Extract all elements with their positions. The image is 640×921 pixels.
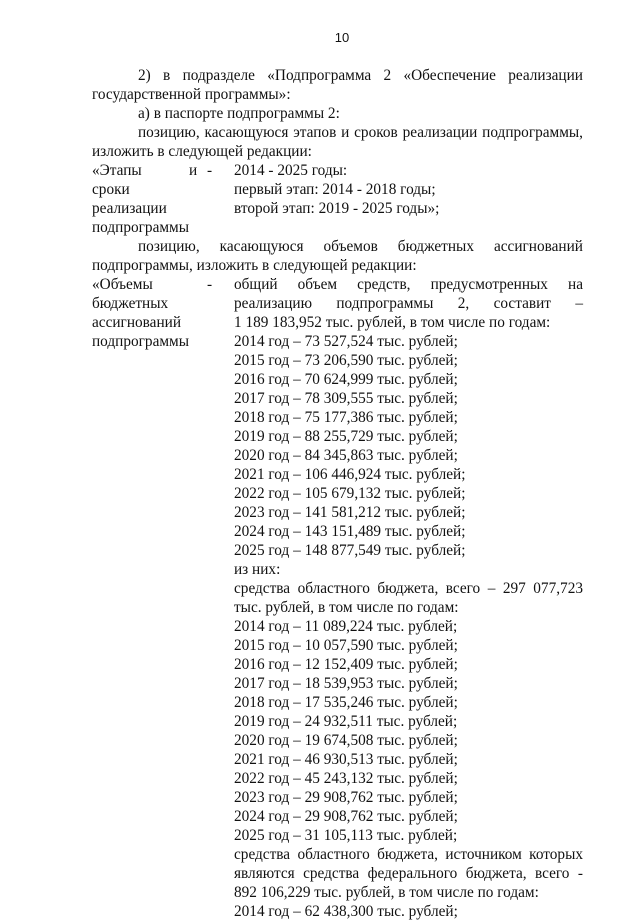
- stages-label-word: «Этапы: [92, 162, 142, 179]
- regional-year-row: 2022 год – 45 243,132 тыс. рублей;: [234, 770, 458, 787]
- intro-line-5: изложить в следующей редакции:: [92, 143, 312, 160]
- stages-label-conj: и: [189, 162, 198, 179]
- intro-line-1: 2) в подразделе «Подпрограмма 2 «Обеспечение реализации: [138, 67, 583, 84]
- regional-year-row: 2023 год – 29 908,762 тыс. рублей;: [234, 789, 458, 806]
- total-year-row: 2018 год – 75 177,386 тыс. рублей;: [234, 409, 458, 426]
- budget-intro-line-2: подпрограммы, изложить в следующей редакции:: [92, 257, 417, 274]
- total-year-row: 2025 год – 148 877,549 тыс. рублей;: [234, 542, 466, 559]
- budget-dash: -: [207, 276, 213, 293]
- regional-year-row: 2017 год – 18 539,953 тыс. рублей;: [234, 675, 458, 692]
- regional-year-row: 2021 год – 46 930,513 тыс. рублей;: [234, 751, 458, 768]
- regional-year-row: 2020 год – 19 674,508 тыс. рублей;: [234, 732, 458, 749]
- regional-line-2: тыс. рублей, в том числе по годам:: [234, 599, 459, 616]
- total-year-row: 2020 год – 84 345,863 тыс. рублей;: [234, 447, 458, 464]
- stages-dash: -: [207, 162, 213, 179]
- stages-label-4: подпрограммы: [92, 219, 190, 236]
- stages-value-2: первый этап: 2014 - 2018 годы;: [234, 181, 436, 198]
- budget-intro-line-1: позицию, касающуюся объемов бюджетных ассигнований: [138, 238, 583, 255]
- total-year-row: 2017 год – 78 309,555 тыс. рублей;: [234, 390, 458, 407]
- stages-value-3: второй этап: 2019 - 2025 годы»;: [234, 200, 440, 217]
- total-year-row: 2015 год – 73 206,590 тыс. рублей;: [234, 352, 458, 369]
- total-year-row: 2022 год – 105 679,132 тыс. рублей;: [234, 485, 466, 502]
- of-them-label: из них:: [234, 561, 281, 578]
- intro-line-3: а) в паспорте подпрограммы 2:: [138, 105, 340, 122]
- total-year-row: 2024 год – 143 151,489 тыс. рублей;: [234, 523, 466, 540]
- stages-label-2: сроки: [92, 181, 130, 198]
- regional-year-row: 2019 год – 24 932,511 тыс. рублей;: [234, 713, 458, 730]
- regional-year-row: 2025 год – 31 105,113 тыс. рублей;: [234, 827, 458, 844]
- budget-label-3: ассигнований: [92, 314, 182, 331]
- regional-year-row: 2018 год – 17 535,246 тыс. рублей;: [234, 694, 458, 711]
- budget-label-1: «Объемы: [92, 276, 153, 293]
- total-year-row: 2016 год – 70 624,999 тыс. рублей;: [234, 371, 458, 388]
- budget-total-line-2: реализацию подпрограммы 2, составит –: [234, 295, 583, 312]
- total-year-row: 2023 год – 141 581,212 тыс. рублей;: [234, 504, 466, 521]
- budget-total-line-3: 1 189 183,952 тыс. рублей, в том числе по годам:: [234, 314, 551, 331]
- regional-year-row: 2024 год – 29 908,762 тыс. рублей;: [234, 808, 458, 825]
- budget-label-2: бюджетных: [92, 295, 169, 312]
- budget-total-line-1: общий объем средств, предусмотренных на: [234, 276, 583, 293]
- stages-value-1: 2014 - 2025 годы:: [234, 162, 348, 179]
- page-number: 10: [334, 30, 350, 45]
- regional-line-1: средства областного бюджета, всего – 297 077,723: [234, 580, 583, 597]
- intro-line-4: позицию, касающуюся этапов и сроков реализации подпрограммы,: [138, 124, 583, 141]
- federal-line-1: средства областного бюджета, источником которых: [234, 846, 583, 863]
- regional-year-row: 2015 год – 10 057,590 тыс. рублей;: [234, 637, 458, 654]
- regional-year-row: 2016 год – 12 152,409 тыс. рублей;: [234, 656, 458, 673]
- stages-label-3: реализации: [92, 200, 167, 217]
- intro-line-2: государственной программы»:: [92, 86, 291, 103]
- budget-label-4: подпрограммы: [92, 333, 190, 350]
- federal-line-2: являются средства федерального бюджета, всего -: [234, 865, 583, 882]
- total-year-row: 2019 год – 88 255,729 тыс. рублей;: [234, 428, 458, 445]
- regional-year-row: 2014 год – 11 089,224 тыс. рублей;: [234, 618, 458, 635]
- federal-year-row: 2014 год – 62 438,300 тыс. рублей;: [234, 903, 458, 920]
- total-year-row: 2021 год – 106 446,924 тыс. рублей;: [234, 466, 466, 483]
- total-year-row: 2014 год – 73 527,524 тыс. рублей;: [234, 333, 458, 350]
- federal-line-3: 892 106,229 тыс. рублей, в том числе по годам:: [234, 884, 539, 901]
- stages-label-1: [92, 162, 222, 180]
